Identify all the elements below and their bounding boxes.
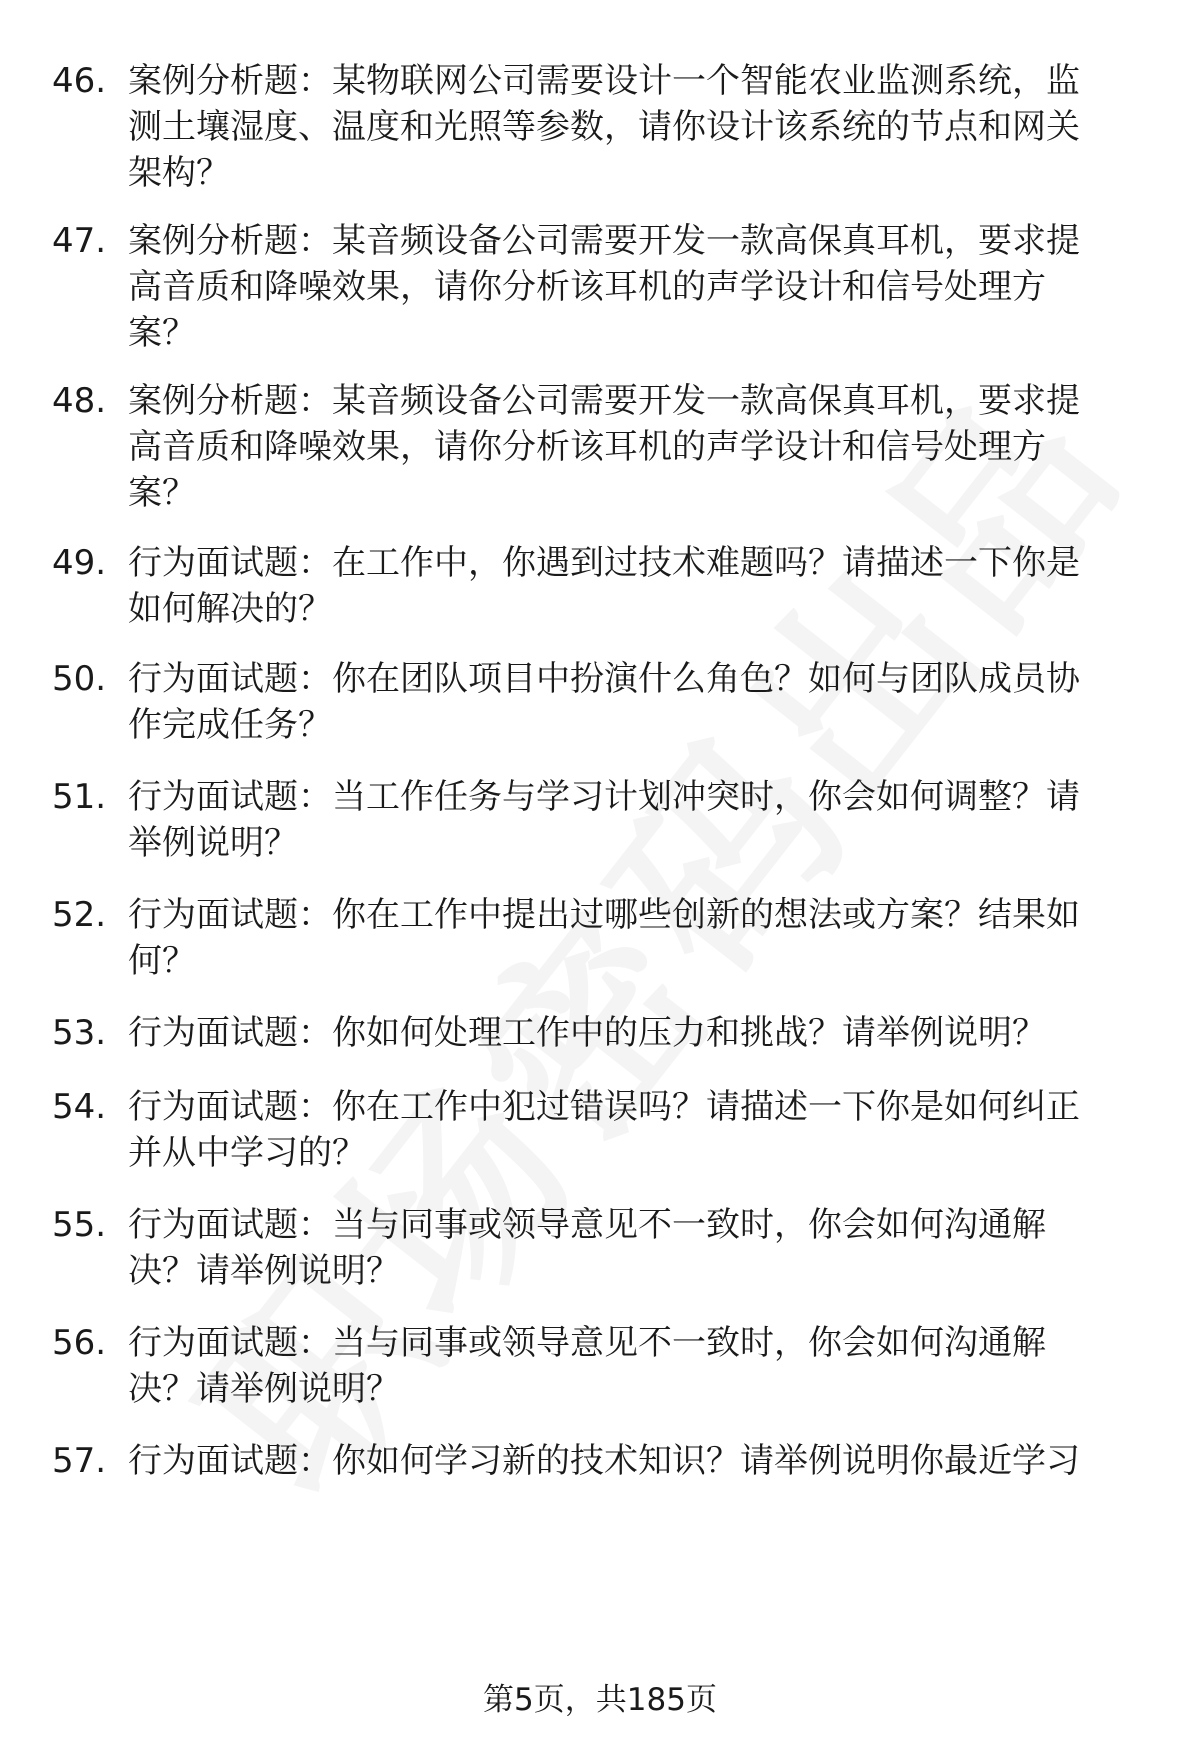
question-line: 高音质和降噪效果，请你分析该耳机的声学设计和信号处理方 [128, 267, 1046, 307]
question-number: 49. [52, 543, 107, 583]
question-line: 决？请举例说明？ [128, 1251, 400, 1291]
question-text [128, 1202, 1148, 1294]
question-text [128, 774, 1148, 866]
question-text [128, 1320, 1148, 1412]
question-number: 47. [52, 221, 107, 261]
question-text [128, 1010, 1148, 1056]
page-footer [0, 1680, 1200, 1720]
question-line: 测土壤湿度、温度和光照等参数，请你设计该系统的节点和网关 [128, 107, 1080, 147]
question-text [128, 892, 1148, 984]
question-text [128, 656, 1148, 748]
question-line: 案例分析题：某物联网公司需要设计一个智能农业监测系统，监 [128, 61, 1080, 101]
question-text [128, 218, 1148, 356]
question-line: 行为面试题：在工作中，你遇到过技术难题吗？请描述一下你是 [128, 543, 1080, 583]
question-number: 50. [52, 659, 107, 699]
question-line: 行为面试题：你在工作中提出过哪些创新的想法或方案？结果如 [128, 895, 1080, 935]
question-line: 行为面试题：当工作任务与学习计划冲突时，你会如何调整？请 [128, 777, 1080, 817]
question-number: 54. [52, 1087, 107, 1127]
question-text [128, 1438, 1148, 1484]
question-line: 案例分析题：某音频设备公司需要开发一款高保真耳机，要求提 [128, 221, 1080, 261]
question-number: 51. [52, 777, 107, 817]
question-line: 如何解决的？ [128, 589, 332, 629]
question-line: 案？ [128, 313, 196, 353]
question-line: 高音质和降噪效果，请你分析该耳机的声学设计和信号处理方 [128, 427, 1046, 467]
question-number: 53. [52, 1013, 107, 1053]
question-line: 行为面试题：你在团队项目中扮演什么角色？如何与团队成员协 [128, 659, 1080, 699]
question-line: 行为面试题：当与同事或领导意见不一致时，你会如何沟通解 [128, 1323, 1046, 1363]
question-line: 架构？ [128, 153, 230, 193]
question-number: 52. [52, 895, 107, 935]
question-text [128, 378, 1148, 516]
question-line: 并从中学习的？ [128, 1133, 366, 1173]
question-line: 行为面试题：你在工作中犯过错误吗？请描述一下你是如何纠正 [128, 1087, 1080, 1127]
question-text [128, 58, 1148, 196]
question-number: 48. [52, 381, 107, 421]
question-line: 案？ [128, 473, 196, 513]
question-line: 案例分析题：某音频设备公司需要开发一款高保真耳机，要求提 [128, 381, 1080, 421]
question-line: 举例说明？ [128, 823, 298, 863]
page-number-label: 第5页，共185页 [483, 1682, 717, 1718]
question-number: 46. [52, 61, 107, 101]
question-line: 行为面试题：当与同事或领导意见不一致时，你会如何沟通解 [128, 1205, 1046, 1245]
question-line: 作完成任务？ [128, 705, 332, 745]
question-text [128, 1084, 1148, 1176]
question-text [128, 540, 1148, 632]
question-number: 56. [52, 1323, 107, 1363]
question-line: 何？ [128, 941, 196, 981]
question-line: 行为面试题：你如何处理工作中的压力和挑战？请举例说明？ [128, 1013, 1046, 1053]
question-line: 决？请举例说明？ [128, 1369, 400, 1409]
question-number: 55. [52, 1205, 107, 1245]
question-number: 57. [52, 1441, 107, 1481]
question-line: 行为面试题：你如何学习新的技术知识？请举例说明你最近学习 [128, 1441, 1080, 1481]
